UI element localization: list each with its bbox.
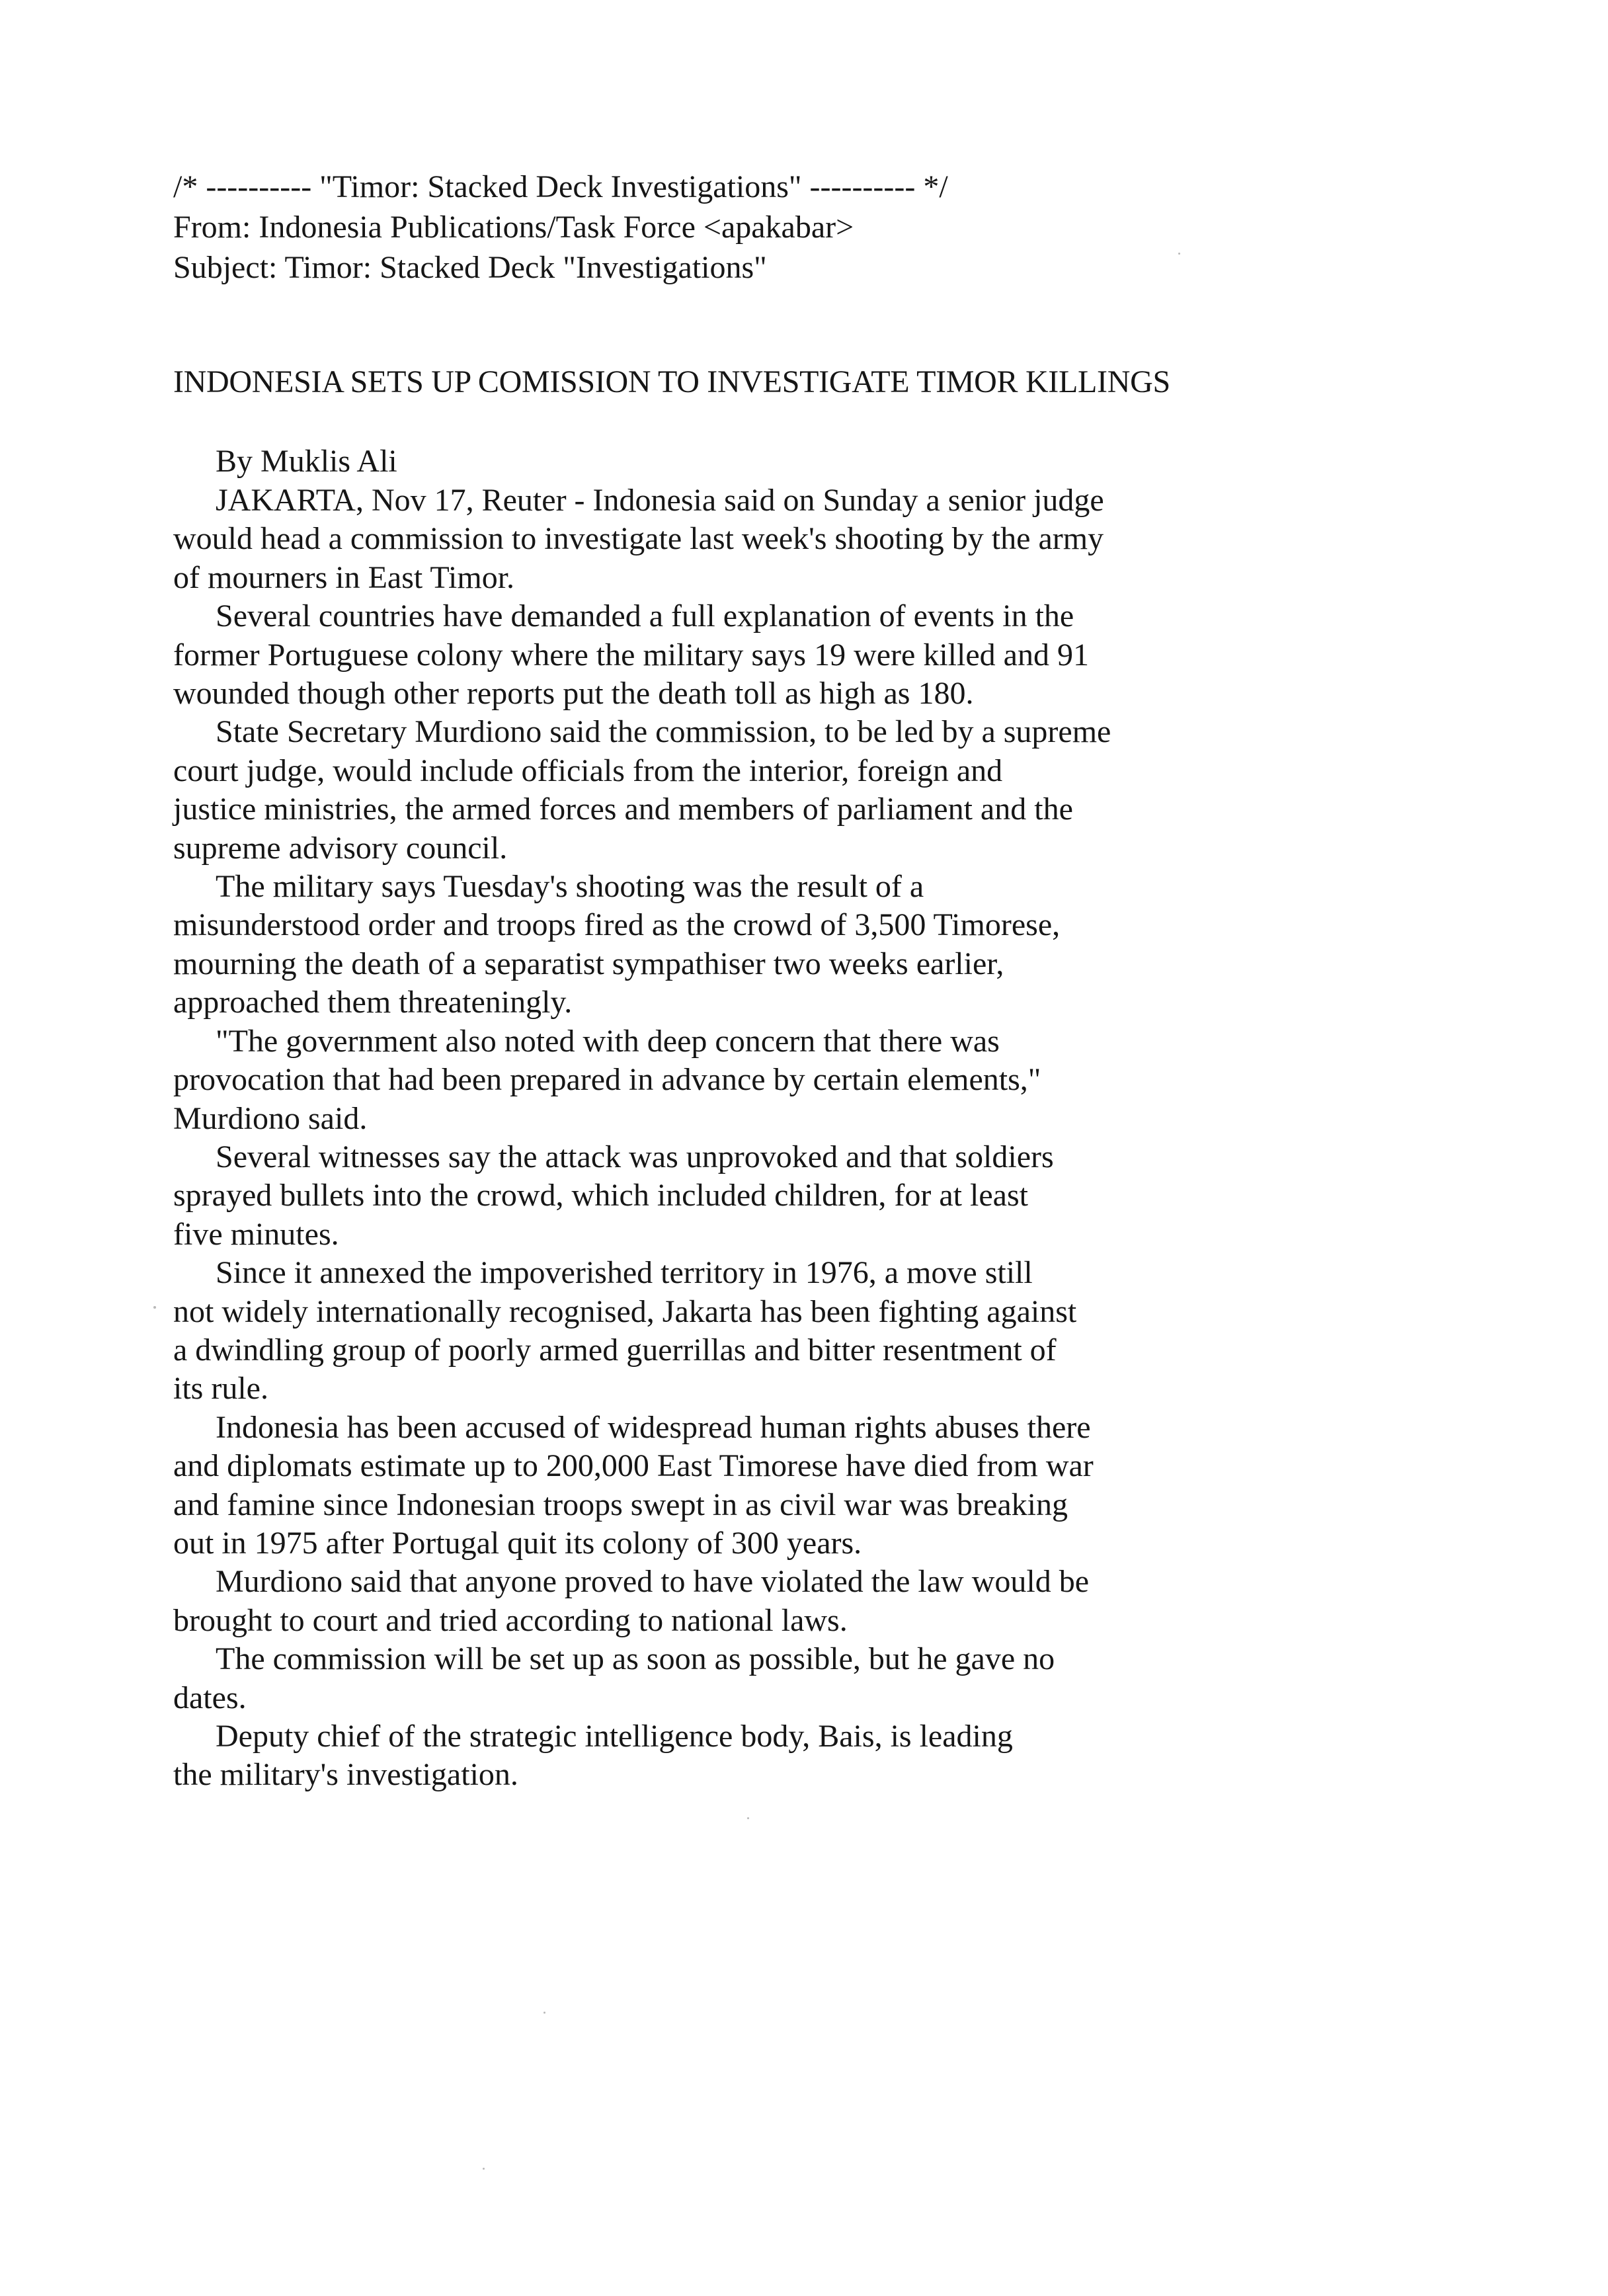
article-headline: INDONESIA SETS UP COMISSION TO INVESTIGATE TIMOR KILLINGS	[173, 364, 1170, 399]
paragraph-line: JAKARTA, Nov 17, Reuter - Indonesia said on Sunday a senior judge	[216, 483, 1104, 518]
paragraph-line: a dwindling group of poorly armed guerrillas and bitter resentment of	[173, 1332, 1057, 1368]
paragraph-line: Murdiono said that anyone proved to have violated the law would be	[216, 1564, 1090, 1600]
paragraph-line: approached them threateningly.	[173, 985, 573, 1020]
article-paragraph	[173, 1409, 1231, 1563]
scan-speck	[1178, 253, 1180, 255]
paragraph-line: "The government also noted with deep concern that there was	[216, 1023, 1000, 1059]
paragraph-line: Indonesia has been accused of widespread human rights abuses there	[216, 1409, 1091, 1445]
article-paragraph	[173, 1254, 1231, 1409]
paragraph-line: its rule.	[173, 1371, 268, 1407]
article-paragraph	[173, 1022, 1231, 1138]
paragraph-line: Several witnesses say the attack was unprovoked and that soldiers	[216, 1139, 1054, 1174]
paragraph-line: former Portuguese colony where the military says 19 were killed and 91	[173, 637, 1089, 673]
paragraph-line: dates.	[173, 1680, 247, 1715]
article-paragraph	[173, 1138, 1231, 1254]
paragraph-line: misunderstood order and troops fired as the crowd of 3,500 Timorese,	[173, 907, 1061, 943]
paragraph-line: The military says Tuesday's shooting was the result of a	[216, 869, 924, 905]
paragraph-line: would head a commission to investigate last week's shooting by the army	[173, 521, 1104, 557]
subject-line: Subject: Timor: Stacked Deck "Investigations"	[173, 250, 767, 285]
paragraph-line: of mourners in East Timor.	[173, 559, 515, 595]
paragraph-line: and famine since Indonesian troops swept in as civil war was breaking	[173, 1487, 1068, 1522]
paragraph-line: out in 1975 after Portugal quit its colony of 300 years.	[173, 1525, 862, 1561]
paragraph-line: supreme advisory council.	[173, 830, 508, 866]
paragraph-line: provocation that had been prepared in advance by certain elements,"	[173, 1062, 1041, 1098]
paragraph-line: brought to court and tried according to national laws.	[173, 1602, 848, 1638]
paragraph-line: sprayed bullets into the crowd, which included children, for at least	[173, 1178, 1028, 1213]
from-line: From: Indonesia Publications/Task Force <apakabar>	[173, 210, 854, 245]
paragraph-line: Murdiono said.	[173, 1100, 368, 1136]
paragraph-line: five minutes.	[173, 1216, 339, 1252]
paragraph-line: Deputy chief of the strategic intelligence body, Bais, is leading	[216, 1719, 1013, 1754]
article-paragraph	[173, 1717, 1231, 1795]
article-paragraph	[173, 713, 1231, 868]
paragraph-line: mourning the death of a separatist sympathiser two weeks earlier,	[173, 946, 1004, 981]
paragraph-line: justice ministries, the armed forces and members of parliament and the	[173, 792, 1073, 827]
scan-speck	[483, 2168, 485, 2170]
paragraph-line: Several countries have demanded a full explanation of events in the	[216, 598, 1074, 634]
article-paragraph	[173, 481, 1231, 597]
scan-speck	[747, 1817, 749, 1819]
article-paragraph	[173, 1640, 1231, 1717]
message-header	[173, 167, 948, 288]
paragraph-line: Since it annexed the impoverished territory in 1976, a move still	[216, 1255, 1033, 1291]
paragraph-line: not widely internationally recognised, Jakarta has been fighting against	[173, 1293, 1077, 1329]
article-paragraph	[173, 597, 1231, 713]
article-byline: By Muklis Ali	[216, 444, 397, 479]
article-paragraph	[173, 1563, 1231, 1640]
scan-speck	[543, 2012, 545, 2014]
article-body	[173, 481, 1231, 1795]
scan-speck	[153, 1306, 156, 1309]
paragraph-line: State Secretary Murdiono said the commission, to be led by a supreme	[216, 714, 1111, 750]
separator-line: /* ---------- "Timor: Stacked Deck Investigations" ---------- */	[173, 169, 948, 204]
paragraph-line: The commission will be set up as soon as possible, but he gave no	[216, 1641, 1055, 1677]
paragraph-line: the military's investigation.	[173, 1757, 518, 1793]
paragraph-line: wounded though other reports put the death toll as high as 180.	[173, 676, 974, 712]
paragraph-line: and diplomats estimate up to 200,000 East Timorese have died from war	[173, 1448, 1094, 1484]
article-paragraph	[173, 868, 1231, 1022]
paragraph-line: court judge, would include officials from the interior, foreign and	[173, 753, 1003, 788]
